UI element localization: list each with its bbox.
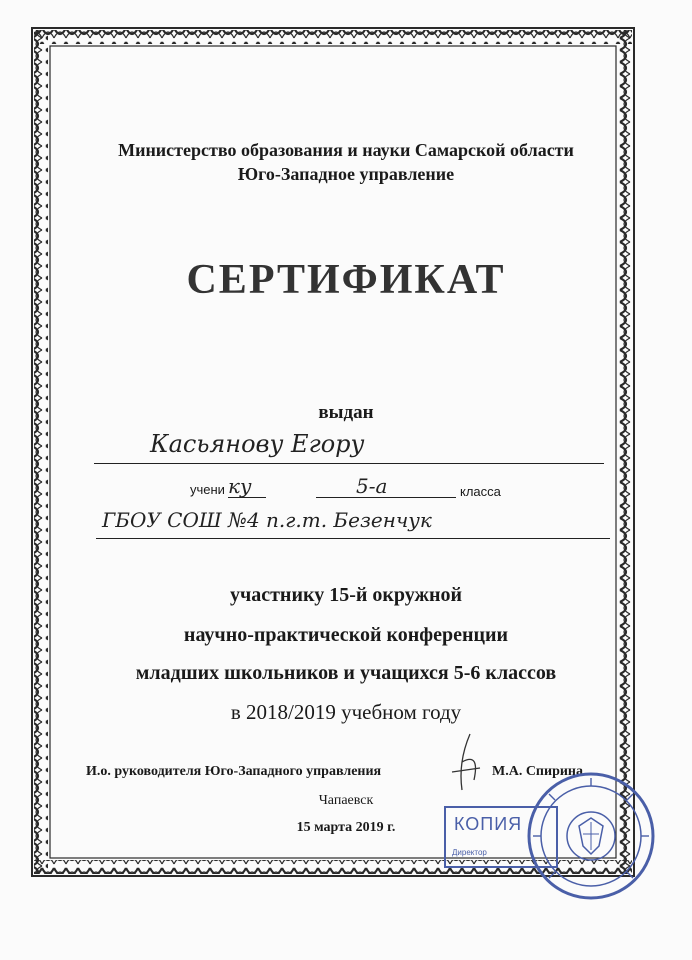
suffix-underline [228,497,266,498]
body-line-4: в 2018/2019 учебном году [230,700,462,724]
copy-stamp-label: КОПИЯ [454,814,523,834]
ministry-line-2: Юго-Западное управление [237,164,455,184]
body-line-1: участнику 15-й окружной [229,584,463,606]
official-seal-icon [525,770,657,902]
student-prefix: учени [190,482,225,497]
student-suffix: ку [228,474,252,498]
school-underline [96,538,610,539]
body-line-3: младших школьников и учащихся 5-6 классов [135,662,557,684]
body-line-2: научно-практической конференции [183,624,509,646]
grade-label: класса [460,484,501,499]
recipient-underline [94,463,604,464]
ministry-line-1: Министерство образования и науки Самарской области [118,140,574,160]
copy-stamp-director: Директор [452,848,487,857]
issued-label: выдан [318,402,374,423]
signatory-name: М.А. Спирина [492,764,583,779]
issue-date: 15 марта 2019 г. [296,820,396,835]
school-name: ГБОУ СОШ №4 п.г.т. Безенчук [102,508,432,532]
grade-underline [316,497,456,498]
ministry-header [0,138,692,186]
recipient-name: Касьянову Егору [150,430,365,458]
city: Чапаевск [318,793,374,808]
handwritten-signature [440,732,490,792]
grade-value: 5-а [356,474,388,498]
certificate-title: СЕРТИФИКАТ [186,257,506,303]
signatory-position: И.о. руководителя Юго-Западного управления [86,764,382,779]
